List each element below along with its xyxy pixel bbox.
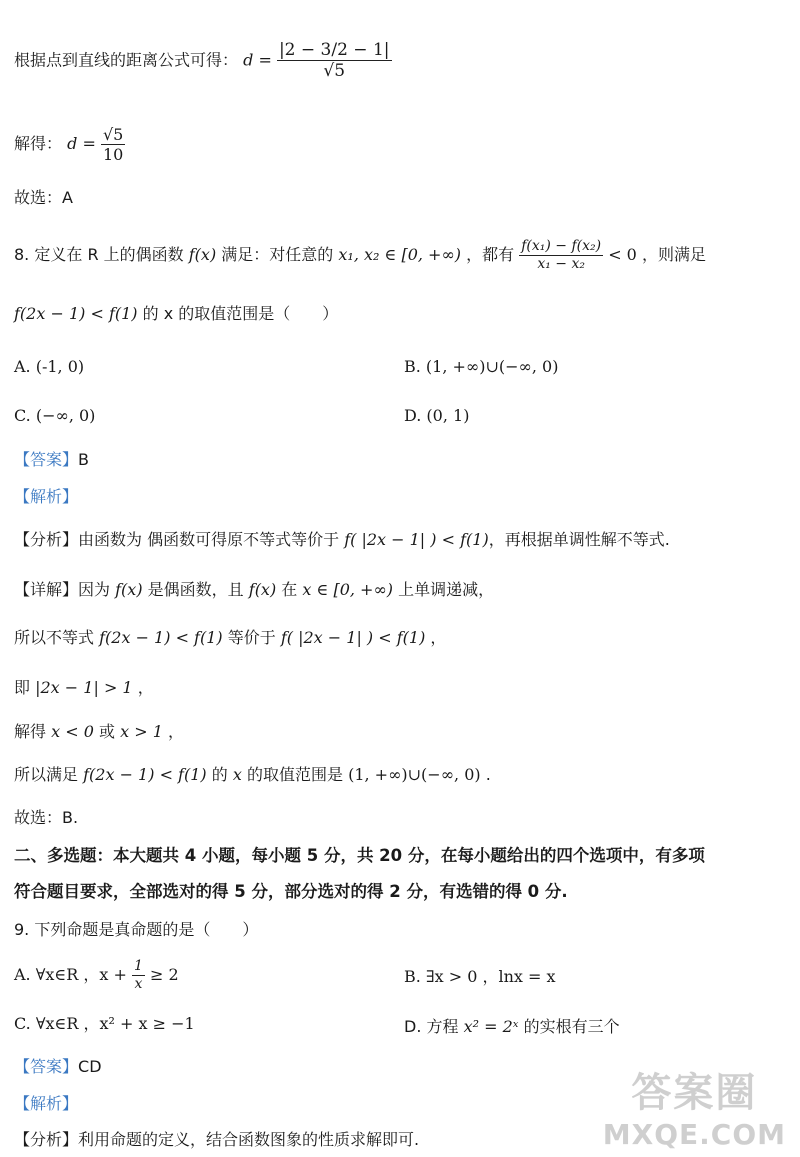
t1: 所以满足 xyxy=(14,765,79,784)
t1: 因为 xyxy=(78,580,111,599)
e3: x ∈ [0, +∞) xyxy=(302,580,394,599)
step-1 xyxy=(14,628,446,647)
t4: 上单调递减， xyxy=(398,580,495,599)
option-9-c: C. ∀x∈R ，x² + x ≥ −1 xyxy=(14,1014,195,1033)
a-fraction xyxy=(132,958,145,993)
watermark-site: MXQE.COM xyxy=(602,1118,786,1151)
xiangjie-8 xyxy=(14,580,494,599)
analysis-8-header xyxy=(14,487,78,506)
fenxi-tail: ，再根据单调性解不等式. xyxy=(488,530,670,549)
d-pre: D. 方程 xyxy=(404,1017,459,1036)
d-symbol: d = xyxy=(67,134,96,154)
fenxi-text: 由函数为 偶函数可得原不等式等价于 xyxy=(78,530,340,549)
d-expr: x² = 2ˣ xyxy=(463,1017,519,1036)
answer-9 xyxy=(14,1057,102,1076)
xiangjie-tag: 【详解】 xyxy=(14,580,79,599)
q8-mid: 满足：对任意的 xyxy=(221,244,334,264)
step-3 xyxy=(14,722,184,741)
fenxi-tag: 【分析】 xyxy=(14,530,79,549)
t3: 在 xyxy=(281,580,298,599)
q8-function: f(x) xyxy=(188,244,217,264)
t4: . xyxy=(485,765,491,784)
e1: f(2x − 1) < f(1) xyxy=(83,765,207,784)
d-symbol: d = xyxy=(243,50,272,70)
e1: f(2x − 1) < f(1) xyxy=(99,628,223,647)
result-fraction xyxy=(101,125,125,164)
a-post: ≥ 2 xyxy=(150,964,179,984)
t1: 解得 xyxy=(14,722,47,741)
t2: ， xyxy=(137,678,154,697)
question-8 xyxy=(14,238,706,273)
option-d: D. (0, 1) xyxy=(404,406,470,425)
section-2-line-2: 符合题目要求，全部选对的得 5 分，部分选对的得 2 分，有选错的得 0 分. xyxy=(14,882,568,901)
t1: 即 xyxy=(14,678,31,697)
option-9-d xyxy=(404,1014,620,1037)
fraction-numerator: |2 − 3/2 − 1| xyxy=(278,40,390,60)
a-pre: A. ∀x∈R ，x + xyxy=(14,964,127,984)
fraction-denominator: √5 xyxy=(323,61,346,82)
option-a: A. (-1, 0) xyxy=(14,357,85,376)
e2: f( |2x − 1| ) < f(1) xyxy=(280,628,426,647)
option-9-b: B. ∃x > 0 ，lnx = x xyxy=(404,967,556,986)
question-9: 9. 下列命题是真命题的是（ ） xyxy=(14,920,259,939)
text: 根据点到直线的距离公式可得： xyxy=(14,50,239,70)
e2: x xyxy=(232,765,242,784)
fenxi-9 xyxy=(14,1130,419,1149)
t1: 所以不等式 xyxy=(14,628,95,647)
text: 解得： xyxy=(14,134,63,154)
answer-tag: 【答案】 xyxy=(14,450,79,469)
q8-tail: < 0 ，则满足 xyxy=(608,244,706,264)
q8-cond-tail: 的 x 的取值范围是（ ） xyxy=(142,304,339,323)
d-post: 的实根有三个 xyxy=(523,1017,620,1036)
q8-mid2: ，都有 xyxy=(466,244,515,264)
t2: 是偶函数，且 xyxy=(147,580,244,599)
t2: 或 xyxy=(98,722,115,741)
distance-fraction xyxy=(277,40,392,82)
answer-value: CD xyxy=(78,1057,102,1076)
e3: (1, +∞)∪(−∞, 0) xyxy=(348,765,481,784)
fraction-numerator: 1 xyxy=(134,958,143,974)
analysis-tag: 【解析】 xyxy=(14,487,79,506)
t3: ， xyxy=(167,722,184,741)
option-c: C. (−∞, 0) xyxy=(14,406,96,425)
fraction-numerator: √5 xyxy=(102,125,124,144)
watermark-logo-text: 答案圈 xyxy=(631,1070,758,1116)
e1: x < 0 xyxy=(51,722,94,741)
analysis-tag: 【解析】 xyxy=(14,1094,79,1113)
fenxi-8 xyxy=(14,530,670,549)
section-2-line-1: 二、多选题：本大题共 4 小题，每小题 5 分，共 20 分，在每小题给出的四个选项中，有多项 xyxy=(14,846,705,865)
answer-tag: 【答案】 xyxy=(14,1057,79,1076)
step-5: 故选：B. xyxy=(14,808,79,827)
step-2 xyxy=(14,678,154,697)
analysis-9-header xyxy=(14,1094,78,1113)
q8-fraction xyxy=(519,238,603,273)
t2: 等价于 xyxy=(227,628,276,647)
fraction-numerator: f(x₁) − f(x₂) xyxy=(521,238,602,254)
solution-line xyxy=(14,125,125,164)
option-9-a xyxy=(14,958,179,993)
t3: 的取值范围是 xyxy=(246,765,343,784)
fenxi-tag: 【分析】 xyxy=(14,1130,79,1149)
answer-value: B xyxy=(78,450,89,469)
choice-line: 故选：A xyxy=(14,188,73,207)
e2: x > 1 xyxy=(120,722,163,741)
fenxi-expr: f( |2x − 1| ) < f(1) xyxy=(344,530,489,549)
q8-prefix: 8. 定义在 R 上的偶函数 xyxy=(14,244,184,264)
fraction-denominator: x₁ − x₂ xyxy=(537,255,585,272)
fraction-denominator: 10 xyxy=(102,145,124,165)
t3: ， xyxy=(430,628,447,647)
t2: 的 xyxy=(211,765,228,784)
option-b: B. (1, +∞)∪(−∞, 0) xyxy=(404,357,559,376)
fraction-denominator: x xyxy=(134,975,143,992)
e1: f(x) xyxy=(115,580,143,599)
q8-condition: f(2x − 1) < f(1) xyxy=(14,304,138,323)
q8-vars: x₁, x₂ ∈ [0, +∞) xyxy=(338,244,462,264)
answer-8 xyxy=(14,450,89,469)
e2: f(x) xyxy=(248,580,277,599)
question-8-cont xyxy=(14,304,338,323)
watermark xyxy=(603,1061,786,1151)
e1: |2x − 1| > 1 xyxy=(35,678,133,697)
fenxi-text: 利用命题的定义，结合函数图象的性质求解即可. xyxy=(78,1130,420,1149)
step-4 xyxy=(14,765,491,784)
distance-formula-line xyxy=(14,40,392,82)
